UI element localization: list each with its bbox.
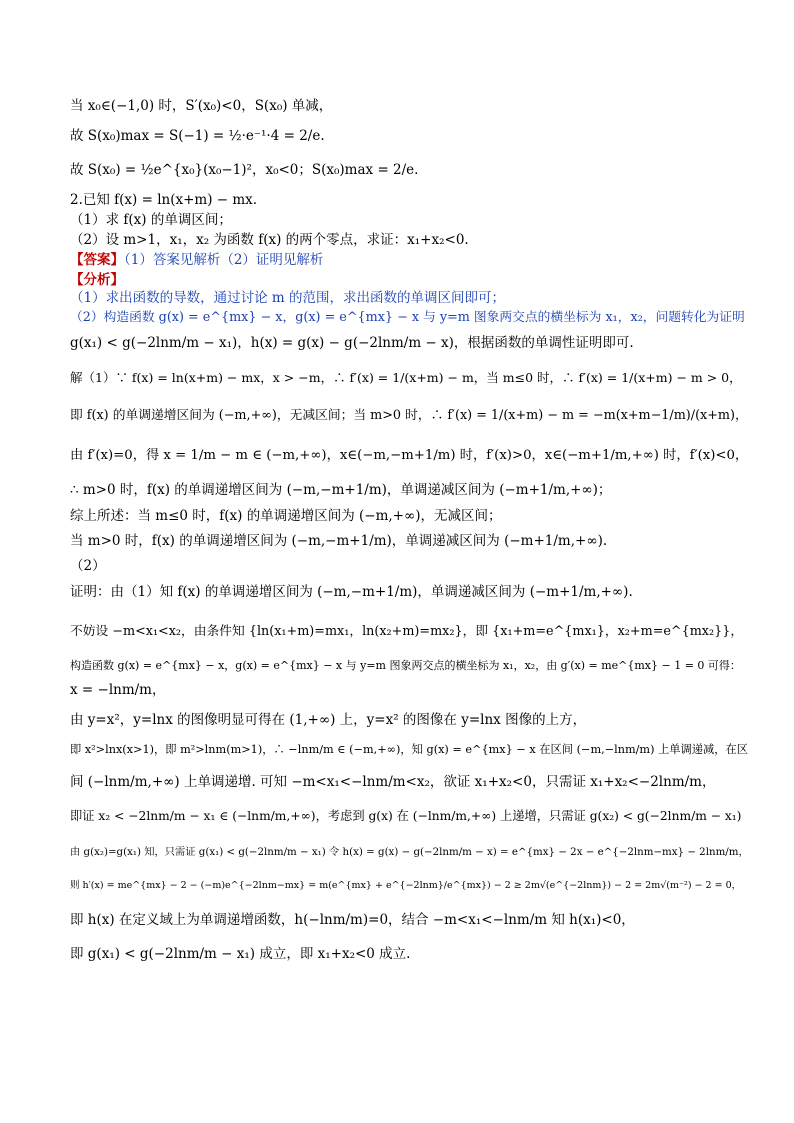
solution-line: 即 f(x) 的单调递增区间为 (−m,+∞)，无减区间；当 m>0 时，∴ f′(x) = 1/(x+m) − m = −m(x+m−1/m)/(x+m)， (70, 408, 748, 423)
proof-line: 证明：由（1）知 f(x) 的单调递增区间为 (−m,−m+1/m)，单调递减区间为 (−m+1/m,+∞). (70, 584, 633, 600)
proof-line: 间 (−lnm/m,+∞) 上单调递增. 可知 −m<x₁<−lnm/m<x₂，欲证 x₁+x₂<0，只需证 x₁+x₂<−2lnm/m， (70, 774, 716, 790)
text-line: 故 S(x₀)max = S(−1) = ½·e⁻¹·4 = 2/e. (70, 128, 325, 144)
proof-line: 即证 x₂ < −2lnm/m − x₁ ∈ (−lnm/m,+∞)，考虑到 g(x) 在 (−lnm/m,+∞) 上递增，只需证 g(x₂) < g(−2lnm/m − x₁) (70, 809, 742, 823)
proof-line: x = −lnm/m， (70, 682, 166, 698)
proof-line: 不妨设 −m<x₁<x₂，由条件知 {ln(x₁+m)=mx₁，ln(x₂+m)=mx₂}，即 {x₁+m=e^{mx₁}，x₂+m=e^{mx₂}}， (70, 624, 744, 639)
proof-line: 即 h(x) 在定义域上为单调递增函数，h(−lnm/m)=0，结合 −m<x₁<−lnm/m 知 h(x₁)<0， (70, 912, 635, 928)
proof-line: 由 g(x₂)=g(x₁) 知，只需证 g(x₁) < g(−2lnm/m − x₁) 令 h(x) = g(x) − g(−2lnm/m − x) = e^{mx} − 2x − e^{−2lnm−mx} − 2lnm/m， (70, 846, 749, 858)
proof-line: 则 h′(x) = me^{mx} − 2 − (−m)e^{−2lnm−mx} = m(e^{mx} + e^{−2lnm}/e^{mx}) − 2 ≥ 2m√(e^{−2lnm}) − 2 = 2m√(m⁻²) − 2 = 0， (70, 880, 742, 891)
proof-line: 即 g(x₁) < g(−2lnm/m − x₁) 成立，即 x₁+x₂<0 成立. (70, 946, 411, 962)
analysis-text: （2）构造函数 g(x) = e^{mx} − x，g(x) = e^{mx} − x 与 y=m 图象两交点的横坐标为 x₁，x₂，问题转化为证明 (70, 310, 745, 325)
analysis-text: （1）求出函数的导数，通过讨论 m 的范围，求出函数的单调区间即可； (70, 290, 505, 306)
analysis-line (70, 270, 754, 290)
question-2: （2）设 m>1，x₁，x₂ 为函数 f(x) 的两个零点，求证：x₁+x₂<0. (70, 232, 469, 248)
part-2-label: （2） (70, 558, 106, 574)
text-line: 当 x₀∈(−1,0) 时，S′(x₀)<0，S(x₀) 单减， (70, 98, 333, 114)
solution-line: 当 m>0 时，f(x) 的单调递增区间为 (−m,−m+1/m)，单调递减区间为 (−m+1/m,+∞). (70, 533, 608, 549)
answer-text: （1）答案见解析（2）证明见解析 (124, 252, 324, 268)
question-1: （1）求 f(x) 的单调区间； (70, 212, 232, 228)
problem-heading: 2.已知 f(x) = ln(x+m) − mx. (70, 192, 258, 208)
proof-line: 即 x²>lnx(x>1)，即 m²>lnm(m>1)，∴ −lnm/m ∈ (−m,+∞)，知 g(x) = e^{mx} − x 在区间 (−m,−lnm/m) 上单调递减，在区 (70, 743, 749, 756)
proof-line: 构造函数 g(x) = e^{mx} − x，g(x) = e^{mx} − x 与 y=m 图象两交点的横坐标为 x₁，x₂，由 g′(x) = me^{mx} − 1 = 0 可得： (70, 659, 741, 672)
text-line: 故 S(x₀) = ½e^{x₀}(x₀−1)²，x₀<0；S(x₀)max = 2/e. (70, 162, 419, 178)
analysis-label: 【分析】 (70, 272, 124, 288)
solution-line: 综上所述：当 m≤0 时，f(x) 的单调递增区间为 (−m,+∞)，无减区间； (70, 508, 502, 524)
proof-line: 由 y=x²，y=lnx 的图像明显可得在 (1,+∞) 上，y=x² 的图像在 y=lnx 图像的上方， (70, 712, 587, 728)
analysis-text: g(x₁) < g(−2lnm/m − x₁)，h(x) = g(x) − g(−2lnm/m − x)，根据函数的单调性证明即可. (70, 335, 634, 351)
solution-line: 解（1）∵ f(x) = ln(x+m) − mx，x > −m，∴ f′(x) = 1/(x+m) − m，当 m≤0 时，∴ f′(x) = 1/(x+m) − m > 0， (70, 370, 742, 385)
solution-line: ∴ m>0 时，f(x) 的单调递增区间为 (−m,−m+1/m)，单调递减区间为 (−m+1/m,+∞)； (70, 482, 612, 498)
answer-label: 【答案】 (70, 252, 124, 268)
solution-line: 由 f′(x)=0，得 x = 1/m − m ∈ (−m,+∞)，x∈(−m,−m+1/m) 时，f′(x)>0，x∈(−m+1/m,+∞) 时，f′(x)<0， (70, 448, 749, 463)
answer-line (70, 250, 754, 270)
